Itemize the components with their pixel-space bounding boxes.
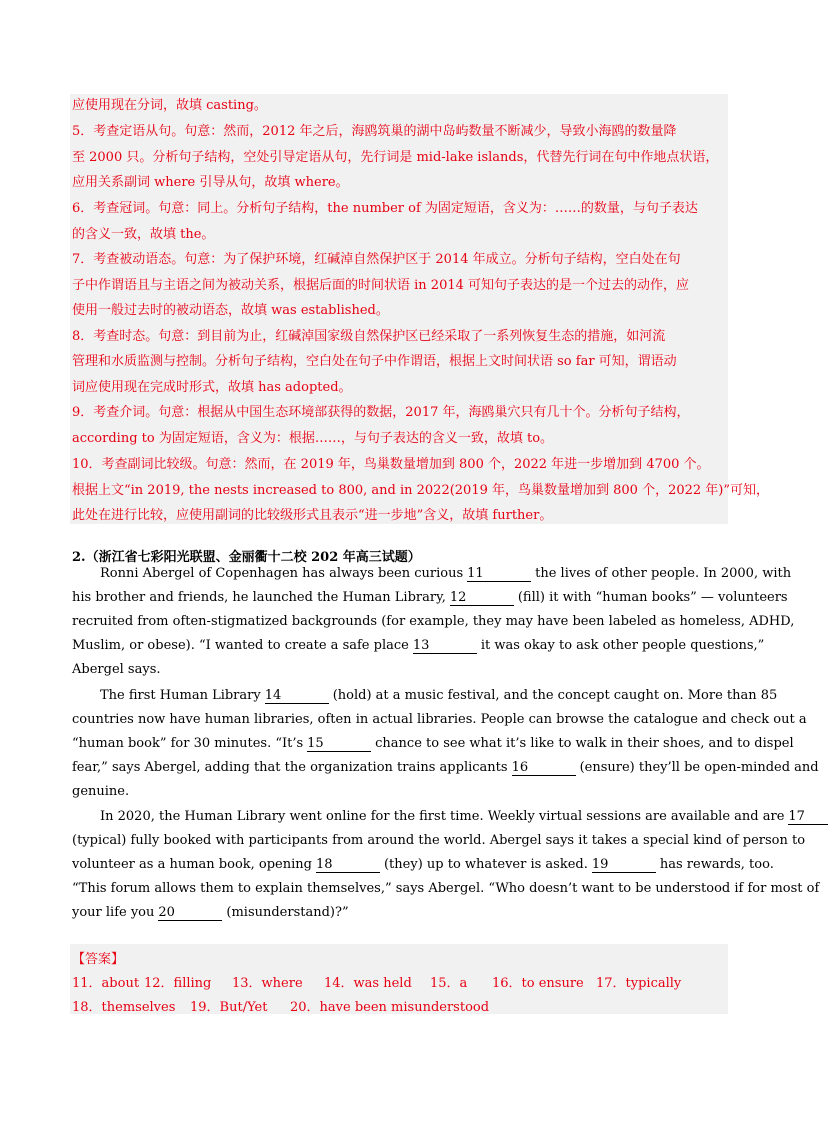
text-line: genuine. xyxy=(72,784,130,799)
blank-13: 13 xyxy=(413,639,477,654)
blank-18: 18 xyxy=(316,858,380,873)
text-line: “This forum allows them to explain themselves,” says Abergel. “Who doesn’t want to be understood if for most of xyxy=(72,881,820,896)
explanation-line: 应用关系副词 where 引导从句，故填 where。 xyxy=(72,175,349,190)
question-title: 2.（浙江省七彩阳光联盟、金丽衢十二校 202 年高三试题） xyxy=(72,550,421,565)
answer-item: 20．have been misunderstood xyxy=(290,1000,490,1015)
explanation-line: 的含义一致，故填 the。 xyxy=(72,227,215,242)
text-line: countries now have human libraries, often in actual libraries. People can browse the catalogue and check out a xyxy=(72,712,807,727)
blank-17: 17 xyxy=(788,810,828,825)
answer-item: 12．filling xyxy=(144,976,212,991)
explanation-line: according to 为固定短语，含义为：根据……，与句子表达的含义一致，故填 to。 xyxy=(72,431,554,446)
answer-item: 18．themselves xyxy=(72,1000,176,1015)
passage-paragraph-3 xyxy=(72,805,820,925)
blank-14: 14 xyxy=(265,689,329,704)
blank-16: 16 xyxy=(512,761,576,776)
answer-item: 14．was held xyxy=(324,976,412,991)
blank-15: 15 xyxy=(307,737,371,752)
explanation-line: 10．考查副词比较级。句意：然而，在 2019 年，鸟巢数量增加到 800 个，2022 年进一步增加到 4700 个。 xyxy=(72,457,710,472)
blank-12: 12 xyxy=(450,591,514,606)
text-line: In 2020, the Human Library went online for the first time. Weekly virtual sessions are available and are 17 xyxy=(72,805,728,829)
explanation-line: 使用一般过去时的被动语态，故填 was established。 xyxy=(72,303,389,318)
text-line: his brother and friends, he launched the Human Library, 12 (fill) it with “human books” — volunteers xyxy=(72,590,788,605)
text-line: volunteer as a human book, opening 18 (they) up to whatever is asked. 19 has rewards, too. xyxy=(72,857,774,872)
explanation-line: 7．考查被动语态。句意：为了保护环境，红碱淖自然保护区于 2014 年成立。分析句子结构，空白处在句 xyxy=(72,252,681,267)
text-line: fear,” says Abergel, adding that the organization trains applicants 16 (ensure) they’ll be open-minded and xyxy=(72,760,819,775)
blank-19: 19 xyxy=(592,858,656,873)
answer-row-1 xyxy=(72,972,681,991)
text-line: Abergel says. xyxy=(72,662,161,677)
text-line: “human book” for 30 minutes. “It’s 15 chance to see what it’s like to walk in their shoes, and to dispel xyxy=(72,736,794,751)
answer-item: 17．typically xyxy=(596,976,682,991)
text-line: The first Human Library 14 (hold) at a music festival, and the concept caught on. More than 85 xyxy=(100,688,778,703)
explanation-line: 子中作谓语且与主语之间为被动关系，根据后面的时间状语 in 2014 可知句子表达的是一个过去的动作，应 xyxy=(72,278,690,293)
blank-20: 20 xyxy=(158,906,222,921)
explanation-line: 5．考查定语从句。句意：然而，2012 年之后，海鸥筑巢的湖中岛屿数量不断减少，导致小海鸥的数量降 xyxy=(72,124,677,139)
answer-row-2 xyxy=(72,996,489,1015)
text-line: (typical) fully booked with participants from around the world. Abergel says it takes a special kind of person to xyxy=(72,833,806,848)
answer-item: 13．where xyxy=(232,976,303,991)
text-line: Ronni Abergel of Copenhagen has always been curious 11 the lives of other people. In 2000, with xyxy=(100,566,792,581)
explanation-line: 管理和水质监测与控制。分析句子结构，空白处在句子中作谓语，根据上文时间状语 so far 可知，谓语动 xyxy=(72,354,677,369)
explanation-line: 应使用现在分词，故填 casting。 xyxy=(72,98,267,113)
explanation-line: 6．考查冠词。句意：同上。分析句子结构，the number of 为固定短语，含义为：……的数量，与句子表达 xyxy=(72,201,698,216)
explanation-line: 此处在进行比较，应使用副词的比较级形式且表示“进一步地”含义，故填 further。 xyxy=(72,508,553,523)
answer-item: 16．to ensure xyxy=(492,976,584,991)
blank-11: 11 xyxy=(467,567,531,582)
passage-paragraph-2 xyxy=(72,684,819,804)
text-line: Muslim, or obese). “I wanted to create a safe place 13 it was okay to ask other people questions,” xyxy=(72,638,765,653)
answer-item: 19．But/Yet xyxy=(190,1000,268,1015)
passage-paragraph-1 xyxy=(72,562,795,682)
text-line: recruited from often-stigmatized backgrounds (for example, they may have been labeled as homeless, ADHD, xyxy=(72,614,795,629)
text-line: your life you 20 (misunderstand)?” xyxy=(72,905,349,920)
explanation-line: 9．考查介词。句意：根据从中国生态环境部获得的数据，2017 年，海鸥巢穴只有几十个。分析句子结构， xyxy=(72,405,690,420)
explanation-line: 8．考查时态。句意：到目前为止，红碱淖国家级自然保护区已经采取了一系列恢复生态的措施，如河流 xyxy=(72,329,666,344)
answer-heading: 【答案】 xyxy=(72,952,125,967)
explanation-line: 词应使用现在完成时形式，故填 has adopted。 xyxy=(72,380,352,395)
answer-item: 11．about xyxy=(72,976,140,991)
answer-item: 15．a xyxy=(430,976,468,991)
explanation-line: 至 2000 只。分析句子结构，空处引导定语从句，先行词是 mid-lake islands，代替先行词在句中作地点状语， xyxy=(72,150,719,165)
explanation-line: 根据上文“in 2019, the nests increased to 800, and in 2022(2019 年，鸟巢数量增加到 800 个，2022 年)”可知， xyxy=(72,483,770,498)
